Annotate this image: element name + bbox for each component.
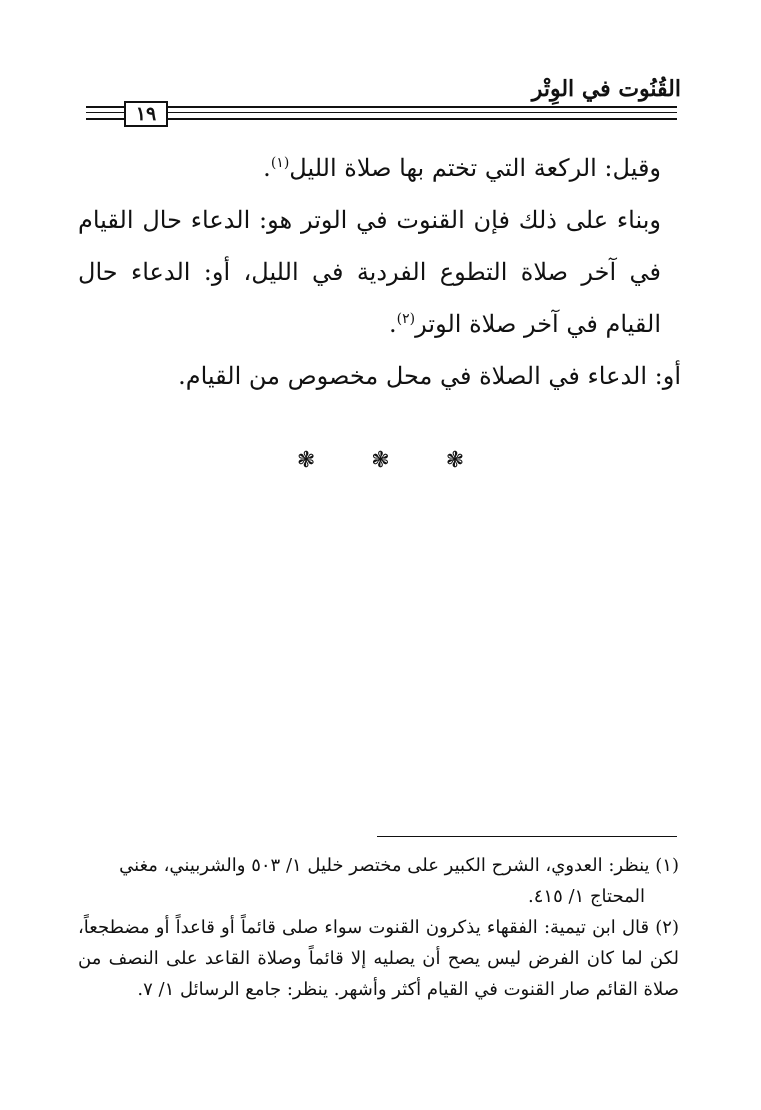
section-divider [0, 446, 761, 476]
running-title: القُنُوت في الوِتْر [531, 76, 681, 102]
footnote-1-line-1: (١) ينظر: العدوي، الشرح الكبير على مختصر خليل ١/ ٥٠٣ والشربيني، مغني [119, 855, 679, 876]
page-number: ١٩ [124, 101, 168, 127]
footnote-separator [377, 836, 677, 837]
footnotes [78, 850, 679, 1005]
footnote-ref-2[interactable]: (٢) [396, 311, 416, 327]
footnote-ref-1[interactable]: (١) [270, 155, 290, 171]
divider-star-icon: ❃ [445, 448, 465, 473]
paragraph-1 [78, 142, 681, 194]
paragraph-2-end: . [389, 310, 397, 338]
footnote-1-line-2: المحتاج ١/ ٤١٥. [528, 886, 645, 907]
paragraph-2 [78, 194, 681, 350]
paragraph-1-end: . [263, 154, 271, 182]
main-text [78, 142, 681, 402]
divider-star-icon: ❃ [296, 448, 316, 473]
divider-star-icon: ❃ [371, 448, 390, 473]
footnote-2: (٢) قال ابن تيمية: الفقهاء يذكرون القنوت سواء صلى قائماً أو قاعداً أو مضطجعاً، لكن لما كان الفرض ليس يصح أن يصليه إلا قائماً وصلاة القاعد على النصف من صلاة القائم صار القنوت في القيام أكثر وأشهر. ينظر: جامع الرسائل ١/ ٧. [78, 917, 679, 1000]
paragraph-2-text: وبناء على ذلك فإن القنوت في الوتر هو: الدعاء حال القيام في آخر صلاة التطوع الفردية في الليل، أو: الدعاء حال القيام في آخر صلاة الوتر [78, 206, 661, 338]
header-rule-top [86, 106, 677, 108]
paragraph-3: أو: الدعاء في الصلاة في محل مخصوص من القيام. [178, 362, 681, 390]
header-rule-middle [86, 112, 677, 113]
paragraph-1-text: وقيل: الركعة التي تختم بها صلاة الليل [289, 154, 661, 182]
header-rule-bottom [86, 118, 677, 120]
